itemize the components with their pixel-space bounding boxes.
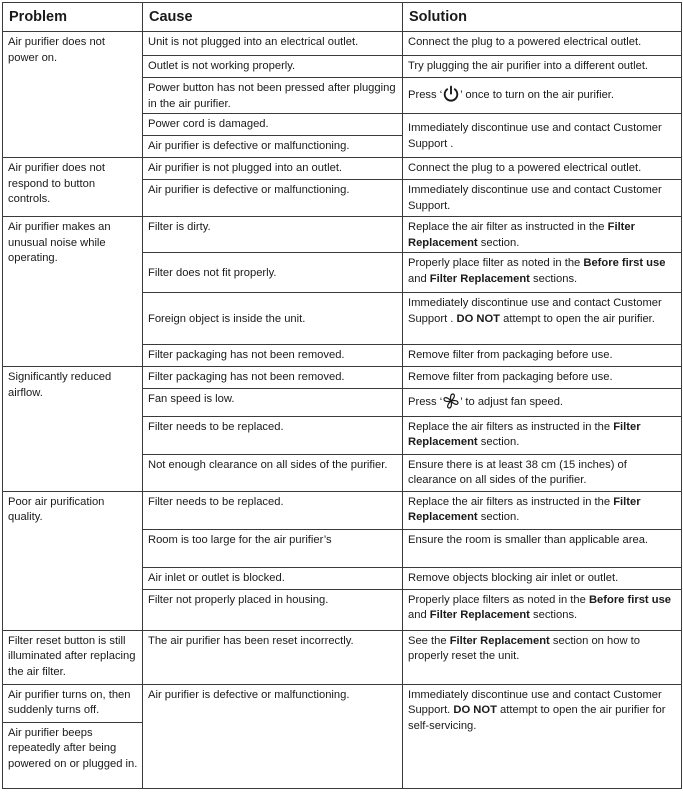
cause-cell: Air purifier is defective or malfunctioning. (143, 684, 403, 788)
header-cause: Cause (143, 3, 403, 32)
cause-cell: Air purifier is defective or malfunctioning. (143, 136, 403, 158)
solution-cell: Connect the plug to a powered electrical outlet. (403, 32, 682, 56)
table-row (3, 491, 682, 529)
problem-cell: Significantly reduced airflow. (3, 367, 143, 492)
solution-cell: Connect the plug to a powered electrical outlet. (403, 158, 682, 180)
cause-cell: Filter packaging has not been removed. (143, 367, 403, 389)
solution-cell (403, 78, 682, 114)
cause-cell: Filter needs to be replaced. (143, 491, 403, 529)
solution-cell: Properly place filter as noted in the Before first use and Filter Replacement sections. (403, 253, 682, 293)
solution-cell: Ensure the room is smaller than applicable area. (403, 529, 682, 567)
cause-cell: Fan speed is low. (143, 389, 403, 417)
cause-cell: The air purifier has been reset incorrectly. (143, 630, 403, 684)
problem-cell: Filter reset button is still illuminated after replacing the air filter. (3, 630, 143, 684)
table-row (3, 158, 682, 180)
power-icon (442, 85, 460, 109)
table-row (3, 217, 682, 253)
header-solution: Solution (403, 3, 682, 32)
problem-cell: Air purifier turns on, then suddenly turns off. (3, 684, 143, 722)
cause-cell: Filter not properly placed in housing. (143, 589, 403, 630)
header-problem: Problem (3, 3, 143, 32)
problem-cell: Air purifier does not respond to button controls. (3, 158, 143, 217)
solution-cell: Immediately discontinue use and contact Customer Support. (403, 180, 682, 217)
table-row (3, 684, 682, 722)
table-row (3, 367, 682, 389)
cause-cell: Room is too large for the air purifier’s (143, 529, 403, 567)
solution-cell: Remove filter from packaging before use. (403, 345, 682, 367)
solution-cell: Properly place filters as noted in the Before first use and Filter Replacement sections. (403, 589, 682, 630)
problem-cell: Air purifier does not power on. (3, 32, 143, 158)
cause-cell: Filter packaging has not been removed. (143, 345, 403, 367)
solution-cell: Replace the air filters as instructed in the Filter Replacement section. (403, 416, 682, 454)
troubleshooting-table (2, 2, 682, 789)
cause-cell: Filter is dirty. (143, 217, 403, 253)
solution-cell: Replace the air filter as instructed in the Filter Replacement section. (403, 217, 682, 253)
problem-cell: Air purifier makes an unusual noise while operating. (3, 217, 143, 367)
cause-cell: Air purifier is defective or malfunctioning. (143, 180, 403, 217)
solution-cell: See the Filter Replacement section on how to properly reset the unit. (403, 630, 682, 684)
solution-cell: Replace the air filters as instructed in the Filter Replacement section. (403, 491, 682, 529)
solution-cell: Remove filter from packaging before use. (403, 367, 682, 389)
solution-cell: Ensure there is at least 38 cm (15 inches) of clearance on all sides of the purifier. (403, 454, 682, 491)
cause-cell: Unit is not plugged into an electrical outlet. (143, 32, 403, 56)
cause-cell: Outlet is not working properly. (143, 56, 403, 78)
cause-cell: Air purifier is not plugged into an outlet. (143, 158, 403, 180)
cause-cell: Filter does not fit properly. (143, 253, 403, 293)
table-row (3, 630, 682, 684)
cause-cell: Not enough clearance on all sides of the purifier. (143, 454, 403, 491)
solution-cell: Immediately discontinue use and contact Customer Support. DO NOT attempt to open the air purifier for self-servicing. (403, 684, 682, 788)
header-row (3, 3, 682, 32)
solution-cell: Immediately discontinue use and contact Customer Support . DO NOT attempt to open the air purifier. (403, 293, 682, 345)
problem-cell: Air purifier beeps repeatedly after being powered on or plugged in. (3, 722, 143, 788)
fan-icon (442, 392, 460, 416)
cause-cell: Air inlet or outlet is blocked. (143, 567, 403, 589)
solution-cell: Immediately discontinue use and contact Customer Support . (403, 114, 682, 158)
problem-cell: Poor air purification quality. (3, 491, 143, 630)
cause-cell: Power button has not been pressed after plugging in the air purifier. (143, 78, 403, 114)
solution-text: Press ‘ (408, 89, 443, 102)
cause-cell: Power cord is damaged. (143, 114, 403, 136)
table-row (3, 32, 682, 56)
cause-cell: Foreign object is inside the unit. (143, 293, 403, 345)
cause-cell: Filter needs to be replaced. (143, 416, 403, 454)
solution-cell: Remove objects blocking air inlet or outlet. (403, 567, 682, 589)
solution-text: ’ once to turn on the air purifier. (460, 89, 615, 102)
solution-cell: Press ‘ ’ to adjust fan speed. (403, 389, 682, 417)
solution-cell: Try plugging the air purifier into a different outlet. (403, 56, 682, 78)
